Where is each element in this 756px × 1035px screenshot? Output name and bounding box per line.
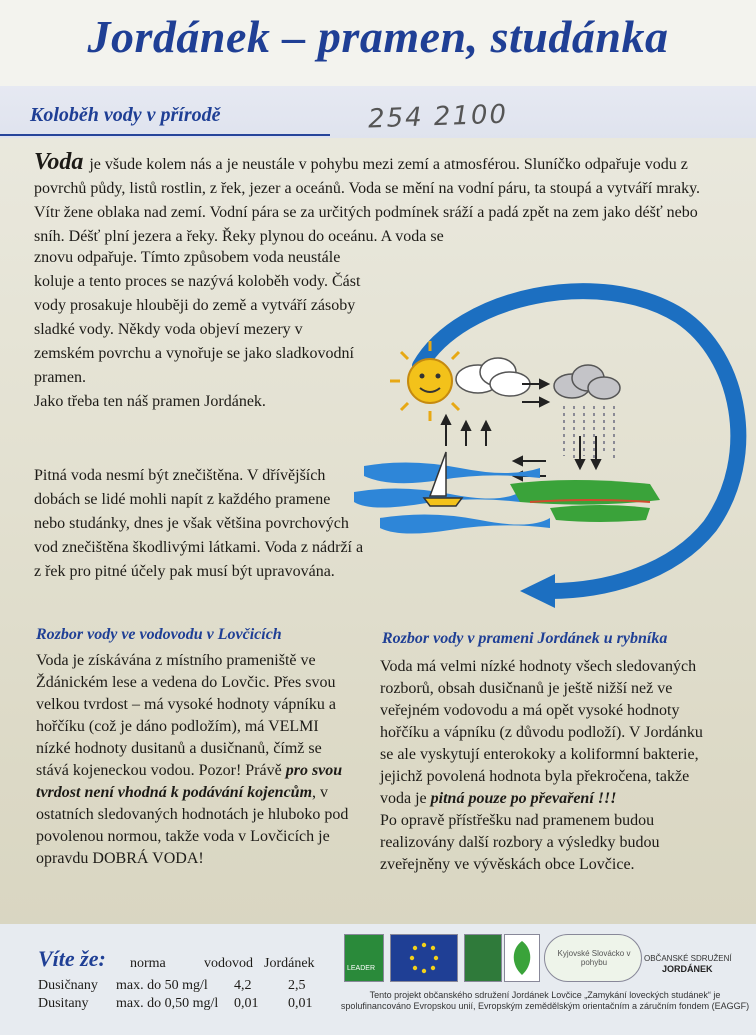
right-section-body <box>380 656 720 876</box>
row-vodovod: 4,2 <box>234 978 252 993</box>
row-jordanek: 0,01 <box>288 996 313 1011</box>
leader-logo <box>344 934 384 982</box>
rain-drops <box>564 406 614 461</box>
row-norma: max. do 50 mg/l <box>116 978 208 993</box>
org-label: JORDÁNEK <box>662 964 713 974</box>
leader-text: LEADER <box>347 965 376 972</box>
drinking-water-paragraph: Pitná voda nesmí být znečištěna. V dřívějších dobách se lidé mohli napít z každého pramene nebo studánky, dnes je však většina povrchových vod znečištěna škodlivými látkami. Voda z nádrží a z řek pro pitné účely pak musí být upravována. <box>34 467 364 580</box>
intro-text-left: znovu odpařuje. Tímto způsobem voda neustále koluje a tento proces se nazývá koloběh vody. Část vody prosakuje hloubĕji do země a vytváří zásoby sladké vody. Někdy voda objeví mezery v zemském povrchu a vynořuje se jako sladkovodní pramen. <box>34 249 361 386</box>
cloud-icon <box>456 358 530 396</box>
evaporation-arrows <box>442 416 490 446</box>
section-subtitle: Koloběh vody v přírodě <box>30 104 221 126</box>
org-label-small: OBČANSKÉ SDRUŽENÍ <box>644 954 732 963</box>
left-text-1: Voda je získávána z místního prameniště ve Ždánickém lese a vedena do Lovčic. Přes svou velkou tvrdost – má vysoké hodnoty vápníku a hořčíku (což je dáno podložím), má VELMI nízké hodnoty dusitanů a dusičnanů, čímž se stává kojeneckou vodou. Pozor! Právě <box>36 652 336 779</box>
left-bold-warning: pro svou tvrdost není vhodná k podávání kojencům <box>36 762 343 801</box>
sponsor-logos <box>344 934 744 984</box>
left-section-body <box>36 650 356 870</box>
intro-text-last: Jako třeba ten náš pramen Jordánek. <box>34 393 266 410</box>
right-text-2: Po opravě přístřešku nad pramenem budou realizovány další rozbory a výsledky budou zveřejněny ve vývěskách obce Lovčice. <box>380 812 660 873</box>
wind-arrows <box>522 380 548 406</box>
right-text-1: Voda má velmi nízké hodnoty všech sledovaných rozborů, obsah dusičnanů je ještě nižší než ve veřejném vodovodu a má opět vysoké hodnoty hořčíku a vápníku (z důvodu podloží). V Jordánku se ale vyskytují enterokoky a koliformní bakterie, jejichž povolená hodnota byla překročena, takže voda je <box>380 658 703 807</box>
col-norma: norma <box>130 956 166 971</box>
subtitle-underline <box>0 134 330 136</box>
precipitation-arrows <box>576 436 600 468</box>
row-name: Dusitany <box>38 996 89 1011</box>
row-vodovod: 0,01 <box>234 996 259 1011</box>
facts-heading: Víte že: <box>38 946 106 971</box>
cycle-arrow-head <box>520 574 555 608</box>
coat-of-arms-icon <box>464 934 502 982</box>
intro-lead-word: Voda <box>34 149 84 175</box>
eu-flag-logo <box>390 934 458 982</box>
row-norma: max. do 0,50 mg/l <box>116 996 219 1011</box>
left-section-heading: Rozbor vody ve vodovodu v Lovčicích <box>36 626 282 643</box>
handwritten-number: 254 2100 <box>367 99 509 135</box>
right-bold-warning: pitná pouze po převaření !!! <box>430 790 617 807</box>
rain-cloud-icon <box>554 365 620 399</box>
col-vodovod: vodovod <box>204 956 253 971</box>
slovacko-logo <box>544 934 642 982</box>
water-cycle-diagram <box>350 256 750 616</box>
col-jordanek: Jordánek <box>264 956 315 971</box>
funding-note: Tento projekt občanského sdružení Jordánek Lovčice „Zamykání loveckých studánek“ je spolufinancováno Evropskou unií, Evropským zemědělským orientačním a záručním fondem (EAGGF) <box>340 990 750 1011</box>
row-jordanek: 2,5 <box>288 978 306 993</box>
intro-text: je všude kolem nás a je neustále v pohybu mezi zemí a atmosférou. Sluníčko odpařuje vodu z povrchů půdy, listů rostlin, z řek, jezer a oceánů. Voda se mění na vodní páru, ta stoupá a vytváří mraky. Vítr žene oblaka nad zemí. Vodní pára se za určitých podmínek sráží a padá zpět na zem jako déšť nebo sníh. Déšť plní jezera a řeky. Řeky plynou do oceánu. A voda se <box>34 156 701 245</box>
left-text-2: , v ostatních sledovaných hodnotách je hluboko pod povolenou normou, takže voda v Lovčicích je opravdu DOBRÁ VODA! <box>36 784 349 867</box>
eu-stars-icon <box>391 935 457 981</box>
slovacko-text: Kyjovské Slovácko v pohybu <box>557 949 631 967</box>
intro-continuation <box>34 246 364 414</box>
intro-paragraph <box>34 150 724 249</box>
leaf-logo-icon <box>504 934 540 982</box>
page-title: Jordánek – pramen, studánka <box>87 11 669 62</box>
right-section-heading: Rozbor vody v prameni Jordánek u rybníka <box>382 630 668 647</box>
row-name: Dusičnany <box>38 978 98 993</box>
